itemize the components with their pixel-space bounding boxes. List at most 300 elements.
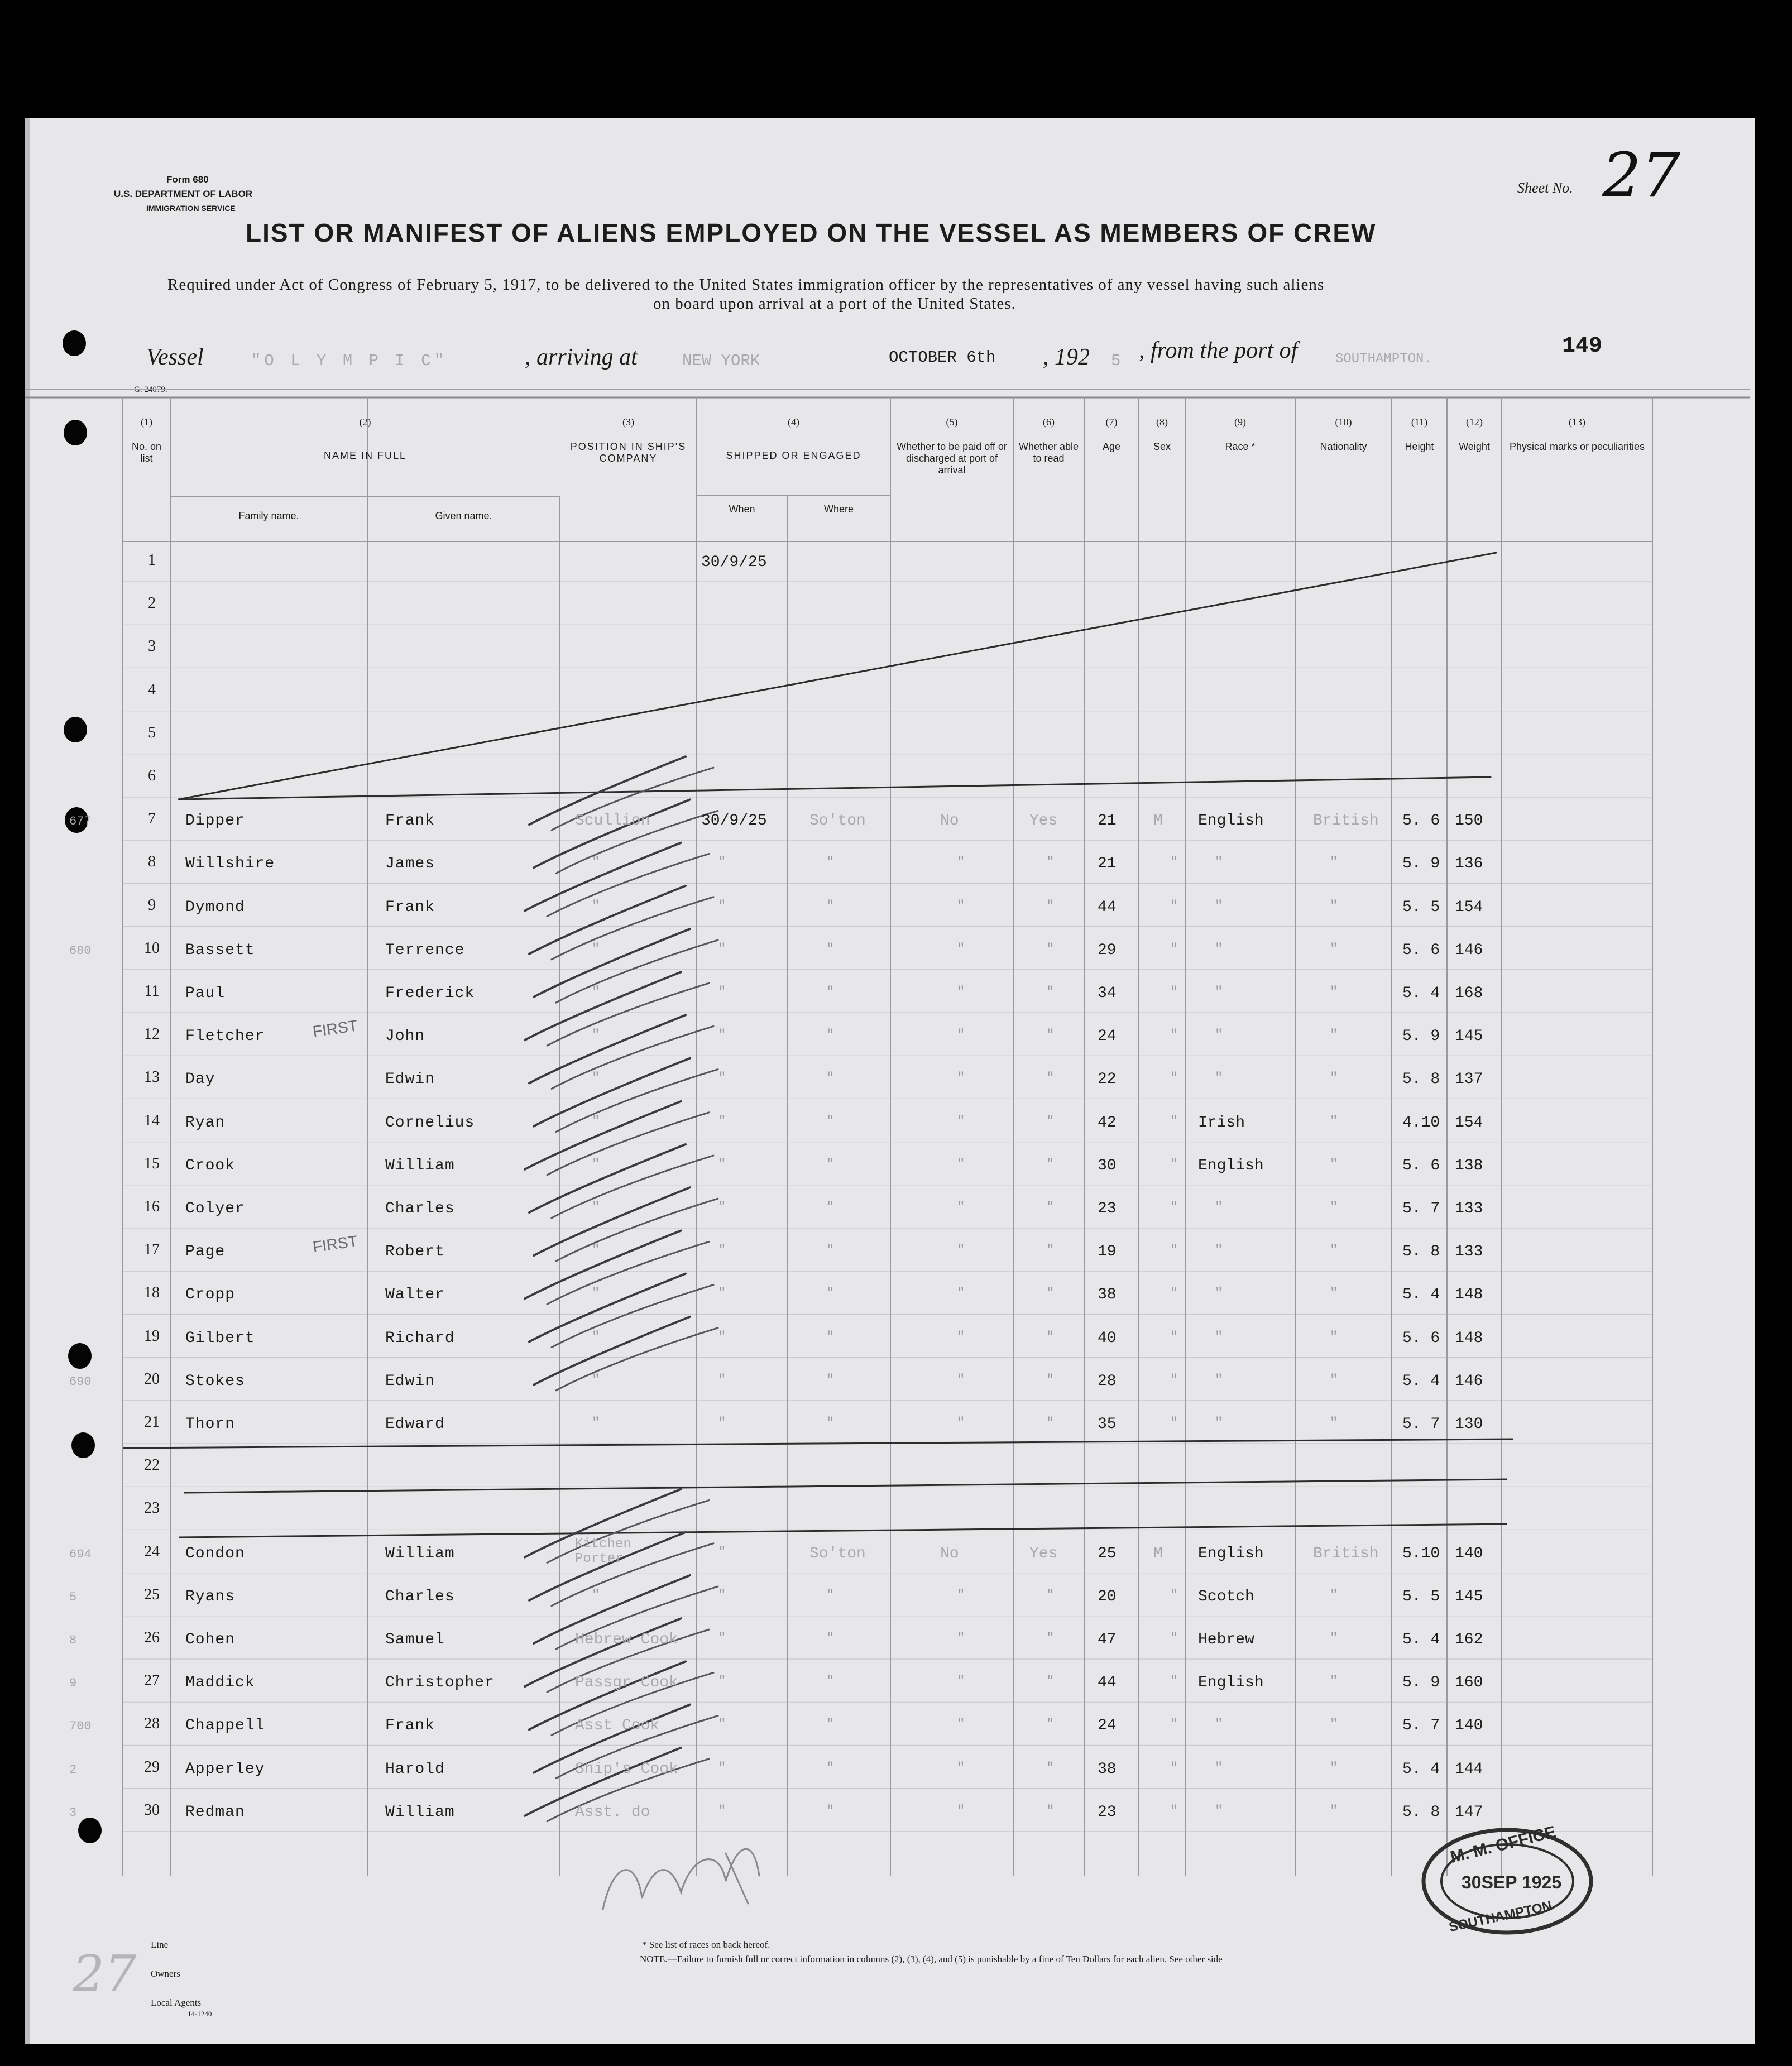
cell-read: " [1046, 1028, 1055, 1043]
cell-when: " [718, 1329, 726, 1345]
vessel-label: Vessel [146, 344, 204, 370]
cell-nat: " [1330, 898, 1338, 914]
cell-where: " [826, 1243, 835, 1259]
cell-family: Colyer [185, 1200, 245, 1217]
cell-paid: " [957, 1243, 965, 1259]
cell-when: 30/9/25 [701, 554, 767, 571]
cell-when: " [718, 1545, 726, 1560]
cell-read: " [1046, 855, 1055, 871]
cell-nat: " [1330, 1071, 1338, 1086]
cell-age: 38 [1098, 1286, 1117, 1304]
strike-line [179, 1524, 1507, 1537]
cell-race: " [1215, 1717, 1223, 1733]
cell-position: " [592, 1028, 600, 1043]
column-header: Height [1405, 441, 1434, 452]
cell-race: " [1215, 1028, 1223, 1043]
first-class-note: FIRST [312, 1017, 359, 1041]
cell-read: Yes [1029, 812, 1058, 830]
pencil-tick [525, 1230, 681, 1298]
cell-nat: " [1330, 855, 1338, 871]
cell-paid: " [957, 1286, 965, 1302]
cell-family: Chappell [185, 1717, 265, 1735]
cell-race: " [1215, 1372, 1223, 1388]
cell-given: Frank [385, 898, 435, 916]
form-code: G. 24079. [134, 385, 167, 394]
cell-position: " [592, 1286, 600, 1302]
cell-paid: " [957, 1760, 965, 1776]
column-header: NAME IN FULL [323, 450, 407, 461]
cell-sex: " [1170, 1114, 1178, 1129]
cell-height: 5. 6 [1402, 941, 1440, 959]
cell-given: Edward [385, 1416, 445, 1433]
cell-race: Irish [1198, 1114, 1245, 1132]
cell-given: Frank [385, 1717, 435, 1735]
cell-age: 40 [1098, 1329, 1117, 1347]
cell-weight: 140 [1455, 1717, 1483, 1735]
cell-sex: M [1153, 812, 1163, 830]
cell-sex: " [1170, 1760, 1178, 1776]
year-prefix: , 192 [1043, 344, 1090, 370]
cell-race: " [1215, 985, 1223, 1000]
cell-race: " [1215, 1200, 1223, 1215]
cell-family: Fletcher [185, 1028, 265, 1046]
cell-paid: " [957, 855, 965, 871]
row-number: 8 [148, 853, 156, 871]
cell-given: Robert [385, 1243, 445, 1261]
row-number: 21 [144, 1413, 160, 1431]
cell-where: " [826, 985, 835, 1000]
cell-where: " [826, 898, 835, 914]
cell-nat: " [1330, 1631, 1338, 1646]
cell-position: " [592, 855, 600, 871]
cell-nat: " [1330, 1157, 1338, 1172]
cell-when: " [718, 1717, 726, 1733]
pencil-tick [525, 1101, 681, 1169]
cell-when: " [718, 1803, 726, 1819]
cell-race: Scotch [1198, 1588, 1254, 1605]
cell-where: " [826, 1631, 835, 1646]
cell-height: 5. 5 [1402, 898, 1440, 916]
signature-scrawl [603, 1849, 759, 1909]
margin-sheet-number: 27 [73, 1945, 137, 2003]
cell-weight: 168 [1455, 985, 1483, 1002]
cell-read: " [1046, 1372, 1055, 1388]
footer-owners-label: Owners [151, 1968, 180, 1979]
cell-sex: " [1170, 1588, 1178, 1603]
column-subheader: Where [823, 504, 854, 515]
cell-sex: " [1170, 985, 1178, 1000]
cell-height: 5. 4 [1402, 1372, 1440, 1390]
row-number: 5 [148, 723, 156, 741]
cell-given: Charles [385, 1200, 455, 1217]
cell-race: Hebrew [1198, 1631, 1254, 1648]
cell-weight: 150 [1455, 812, 1483, 830]
departure-port: SOUTHAMPTON. [1335, 352, 1432, 367]
folio-number: 149 [1562, 334, 1603, 359]
cell-paid: " [957, 1372, 965, 1388]
margin-reference: 2 [69, 1762, 77, 1777]
cell-sex: " [1170, 1329, 1178, 1345]
cell-position: " [592, 898, 600, 914]
cell-paid: " [957, 1717, 965, 1733]
cell-nat: " [1330, 1372, 1338, 1388]
cell-height: 5. 8 [1402, 1243, 1440, 1261]
cell-weight: 133 [1455, 1200, 1483, 1217]
stamp-office: M. M. OFFICE [1448, 1823, 1558, 1867]
cell-nat: " [1330, 1028, 1338, 1043]
cell-sex: " [1170, 855, 1178, 871]
cell-given: William [385, 1803, 455, 1821]
cell-when: " [718, 941, 726, 957]
cell-sex: " [1170, 1243, 1178, 1259]
cell-nat: " [1330, 1200, 1338, 1215]
row-number: 7 [148, 810, 156, 828]
cell-when: " [718, 1028, 726, 1043]
cell-family: Maddick [185, 1674, 255, 1692]
cell-where: " [826, 1717, 835, 1733]
cell-family: Crook [185, 1157, 236, 1175]
row-number: 30 [144, 1801, 160, 1819]
row-number: 9 [148, 896, 156, 914]
cell-nat: " [1330, 1329, 1338, 1345]
column-header: Whether able to read [1018, 441, 1079, 464]
cell-when: " [718, 985, 726, 1000]
cell-where: " [826, 1028, 835, 1043]
cell-read: " [1046, 1674, 1055, 1690]
cell-sex: " [1170, 1674, 1178, 1690]
cell-paid: " [957, 1631, 965, 1646]
margin-reference: 3 [69, 1805, 77, 1820]
cell-position: Kitchen Porter [575, 1536, 631, 1566]
cell-height: 5. 4 [1402, 1286, 1440, 1304]
footer-agents-label: Local Agents [151, 1997, 202, 2008]
cell-age: 20 [1098, 1588, 1117, 1605]
cell-paid: " [957, 985, 965, 1000]
cell-when: " [718, 1243, 726, 1259]
row-number: 13 [144, 1068, 160, 1086]
cell-race: " [1215, 855, 1223, 871]
cell-read: " [1046, 1329, 1055, 1345]
cell-sex: " [1170, 1631, 1178, 1646]
cell-position: " [592, 1329, 600, 1345]
cell-height: 5. 9 [1402, 855, 1440, 873]
cell-when: " [718, 1760, 726, 1776]
cell-family: Stokes [185, 1372, 245, 1390]
column-number: (2) [359, 416, 371, 428]
cell-paid: " [957, 1157, 965, 1172]
cell-where: " [826, 1588, 835, 1603]
cell-paid: " [957, 1329, 965, 1345]
cancel-line [179, 777, 1491, 799]
row-number: 27 [144, 1672, 160, 1690]
cell-position: Asst. do [575, 1803, 650, 1821]
footnote-penalty: NOTE.—Failure to furnish full or correct information in columns (2), (3), (4), and (5) is punishable by a fine of Ten Dollars for each alien. See other side [640, 1954, 1223, 1964]
cell-weight: 130 [1455, 1416, 1483, 1433]
cell-family: Bassett [185, 941, 255, 959]
column-number: (4) [788, 416, 799, 428]
cell-weight: 140 [1455, 1545, 1483, 1562]
column-subheader: Given name. [435, 510, 492, 521]
first-class-note: FIRST [312, 1232, 359, 1256]
cell-height: 5. 4 [1402, 985, 1440, 1002]
margin-reference: 694 [69, 1547, 92, 1561]
cell-read: " [1046, 1416, 1055, 1431]
cell-family: Condon [185, 1545, 245, 1562]
cell-race: " [1215, 898, 1223, 914]
cell-position: Passgr Cook [575, 1674, 678, 1692]
cell-age: 30 [1098, 1157, 1117, 1175]
column-number: (1) [141, 416, 152, 428]
footer-form-number: 14-1240 [188, 2010, 212, 2018]
cell-read: " [1046, 1243, 1055, 1259]
column-header: Weight [1459, 441, 1490, 452]
cell-age: 38 [1098, 1760, 1117, 1778]
cell-age: 28 [1098, 1372, 1117, 1390]
cell-weight: 145 [1455, 1588, 1483, 1605]
cell-nat: British [1313, 1545, 1379, 1562]
cell-race: " [1215, 941, 1223, 957]
cell-nat: " [1330, 1114, 1338, 1129]
cell-weight: 133 [1455, 1243, 1483, 1261]
cell-height: 5. 7 [1402, 1416, 1440, 1433]
cell-paid: " [957, 1416, 965, 1431]
cell-given: Edwin [385, 1071, 435, 1089]
column-header: Physical marks or peculiarities [1509, 441, 1645, 452]
footnote-races: * See list of races on back hereof. [642, 1939, 770, 1950]
cell-height: 5. 6 [1402, 1157, 1440, 1175]
cell-age: 24 [1098, 1028, 1117, 1046]
cell-race: English [1198, 1545, 1264, 1562]
cell-where: " [826, 1329, 835, 1345]
cell-age: 22 [1098, 1071, 1117, 1089]
cell-nat: " [1330, 1588, 1338, 1603]
cell-when: " [718, 1286, 726, 1302]
row-number: 25 [144, 1585, 160, 1603]
row-number: 15 [144, 1154, 160, 1172]
cell-where: " [826, 941, 835, 957]
cell-sex: " [1170, 1071, 1178, 1086]
margin-reference: 8 [69, 1633, 77, 1647]
cell-given: Christopher [385, 1674, 495, 1692]
cell-when: " [718, 1200, 726, 1215]
row-number: 10 [144, 939, 160, 957]
stamp-location: SOUTHAMPTON [1448, 1898, 1554, 1935]
cell-sex: " [1170, 941, 1178, 957]
cell-family: Redman [185, 1803, 245, 1821]
cell-family: Cropp [185, 1286, 236, 1304]
cell-height: 5. 6 [1402, 812, 1440, 830]
row-number: 19 [144, 1327, 160, 1345]
cell-age: 23 [1098, 1200, 1117, 1217]
cell-weight: 160 [1455, 1674, 1483, 1692]
column-header: Age [1102, 441, 1121, 452]
cell-height: 5. 7 [1402, 1717, 1440, 1735]
row-number: 1 [148, 552, 156, 569]
subtitle-line-2: on board upon arrival at a port of the United States. [653, 295, 1016, 313]
column-number: (6) [1043, 416, 1055, 428]
cell-age: 21 [1098, 855, 1117, 873]
cell-nat: British [1313, 812, 1379, 830]
sheet-number: 27 [1602, 140, 1680, 211]
cell-family: Thorn [185, 1416, 236, 1433]
cell-family: Dipper [185, 812, 245, 830]
cell-position: " [592, 1071, 600, 1086]
column-number: (7) [1105, 416, 1118, 428]
cell-height: 5. 8 [1402, 1803, 1440, 1821]
cell-given: Walter [385, 1286, 445, 1304]
cell-when: " [718, 898, 726, 914]
cell-age: 21 [1098, 812, 1117, 830]
row-number: 4 [148, 680, 156, 698]
column-header: Race * [1225, 441, 1256, 452]
cell-age: 23 [1098, 1803, 1117, 1821]
cell-given: Richard [385, 1329, 455, 1347]
form-number: Form 680 [166, 174, 209, 185]
margin-reference: 700 [69, 1719, 92, 1734]
cell-height: 5. 7 [1402, 1200, 1440, 1217]
cell-race: " [1215, 1286, 1223, 1302]
cell-weight: 144 [1455, 1760, 1483, 1778]
cell-given: Edwin [385, 1372, 435, 1390]
cell-when: " [718, 1372, 726, 1388]
cell-race: English [1198, 1674, 1264, 1692]
cell-weight: 136 [1455, 855, 1483, 873]
cell-position: " [592, 941, 600, 957]
cell-nat: " [1330, 1416, 1338, 1431]
cell-position: Asst Cook [575, 1717, 660, 1735]
cell-weight: 154 [1455, 898, 1483, 916]
cell-sex: " [1170, 898, 1178, 914]
cell-position: Scullion [575, 812, 650, 830]
cell-nat: " [1330, 985, 1338, 1000]
cell-where: " [826, 855, 835, 871]
cell-given: Frank [385, 812, 435, 830]
column-number: (13) [1569, 416, 1585, 428]
cell-height: 5.10 [1402, 1545, 1440, 1562]
cell-weight: 138 [1455, 1157, 1483, 1175]
cell-where: " [826, 1416, 835, 1431]
cell-age: 34 [1098, 985, 1117, 1002]
cell-age: 35 [1098, 1416, 1117, 1433]
cell-where: So'ton [809, 812, 866, 830]
row-number: 28 [144, 1715, 160, 1733]
cell-when: " [718, 1416, 726, 1431]
cell-height: 5. 8 [1402, 1071, 1440, 1089]
cell-paid: " [957, 1028, 965, 1043]
cell-paid: " [957, 941, 965, 957]
cell-race: English [1198, 1157, 1264, 1175]
row-number: 2 [148, 595, 156, 612]
cell-weight: 147 [1455, 1803, 1483, 1821]
row-number: 22 [144, 1456, 160, 1474]
arriving-label: , arriving at [525, 344, 638, 370]
cell-paid: " [957, 1674, 965, 1690]
column-header: POSITION IN SHIP'S COMPANY [570, 441, 687, 464]
cell-family: Dymond [185, 898, 245, 916]
cell-family: Willshire [185, 855, 275, 873]
strike-line [184, 1479, 1507, 1493]
cell-family: Ryans [185, 1588, 236, 1605]
page-title: LIST OR MANIFEST OF ALIENS EMPLOYED ON THE VESSEL AS MEMBERS OF CREW [246, 218, 1377, 247]
column-header: Nationality [1320, 441, 1367, 452]
cell-read: " [1046, 1588, 1055, 1603]
cell-paid: No [940, 812, 959, 830]
row-number: 26 [144, 1629, 160, 1646]
cell-family: Cohen [185, 1631, 236, 1648]
cell-family: Gilbert [185, 1329, 255, 1347]
cell-when: " [718, 1674, 726, 1690]
from-port-label: , from the port of [1139, 338, 1298, 363]
cell-read: Yes [1029, 1545, 1058, 1562]
office-stamp [1418, 1825, 1597, 1937]
column-number: (11) [1411, 416, 1428, 428]
cell-weight: 148 [1455, 1329, 1483, 1347]
row-number: 12 [144, 1025, 160, 1043]
vessel-name: "O L Y M P I C" [251, 352, 448, 370]
cell-read: " [1046, 1200, 1055, 1215]
cell-race: " [1215, 1803, 1223, 1819]
cell-nat: " [1330, 1760, 1338, 1776]
cell-given: Harold [385, 1760, 445, 1778]
cell-family: Apperley [185, 1760, 265, 1778]
column-header: SHIPPED OR ENGAGED [726, 450, 861, 461]
column-number: (5) [946, 416, 958, 428]
cell-paid: " [957, 1588, 965, 1603]
cell-age: 44 [1098, 898, 1117, 916]
cell-age: 24 [1098, 1717, 1117, 1735]
cell-where: " [826, 1674, 835, 1690]
row-number: 24 [144, 1542, 160, 1560]
pencil-tick [525, 843, 681, 911]
cell-height: 5. 5 [1402, 1588, 1440, 1605]
cell-when: " [718, 1157, 726, 1172]
margin-reference: 5 [69, 1590, 77, 1604]
cell-nat: " [1330, 1803, 1338, 1819]
column-subheader: When [729, 504, 755, 515]
cell-read: " [1046, 1071, 1055, 1086]
cell-sex: " [1170, 1372, 1178, 1388]
cell-position: " [592, 1200, 600, 1215]
cell-given: William [385, 1157, 455, 1175]
cell-read: " [1046, 1631, 1055, 1646]
cell-height: 5. 4 [1402, 1631, 1440, 1648]
row-number: 3 [148, 637, 156, 655]
subtitle-line-1: Required under Act of Congress of February 5, 1917, to be delivered to the United States immigration officer by the representatives of any vessel having such aliens [167, 276, 1325, 294]
cell-nat: " [1330, 1674, 1338, 1690]
row-number: 14 [144, 1111, 160, 1129]
cell-age: 47 [1098, 1631, 1117, 1648]
cell-paid: " [957, 1071, 965, 1086]
cell-given: James [385, 855, 435, 873]
column-number: (12) [1466, 416, 1483, 428]
cell-when: " [718, 855, 726, 871]
row-number: 18 [144, 1284, 160, 1302]
sheet-label: Sheet No. [1517, 180, 1573, 196]
cell-read: " [1046, 1803, 1055, 1819]
cell-when: " [718, 1631, 726, 1646]
cell-weight: 162 [1455, 1631, 1483, 1648]
row-number: 6 [148, 767, 156, 784]
cell-where: " [826, 1114, 835, 1129]
cell-given: Terrence [385, 941, 465, 959]
cell-paid: " [957, 898, 965, 914]
cell-given: William [385, 1545, 455, 1562]
cell-given: Cornelius [385, 1114, 475, 1132]
column-number: (9) [1234, 416, 1246, 428]
cell-read: " [1046, 1286, 1055, 1302]
cell-nat: " [1330, 1243, 1338, 1259]
column-number: (8) [1156, 416, 1168, 428]
